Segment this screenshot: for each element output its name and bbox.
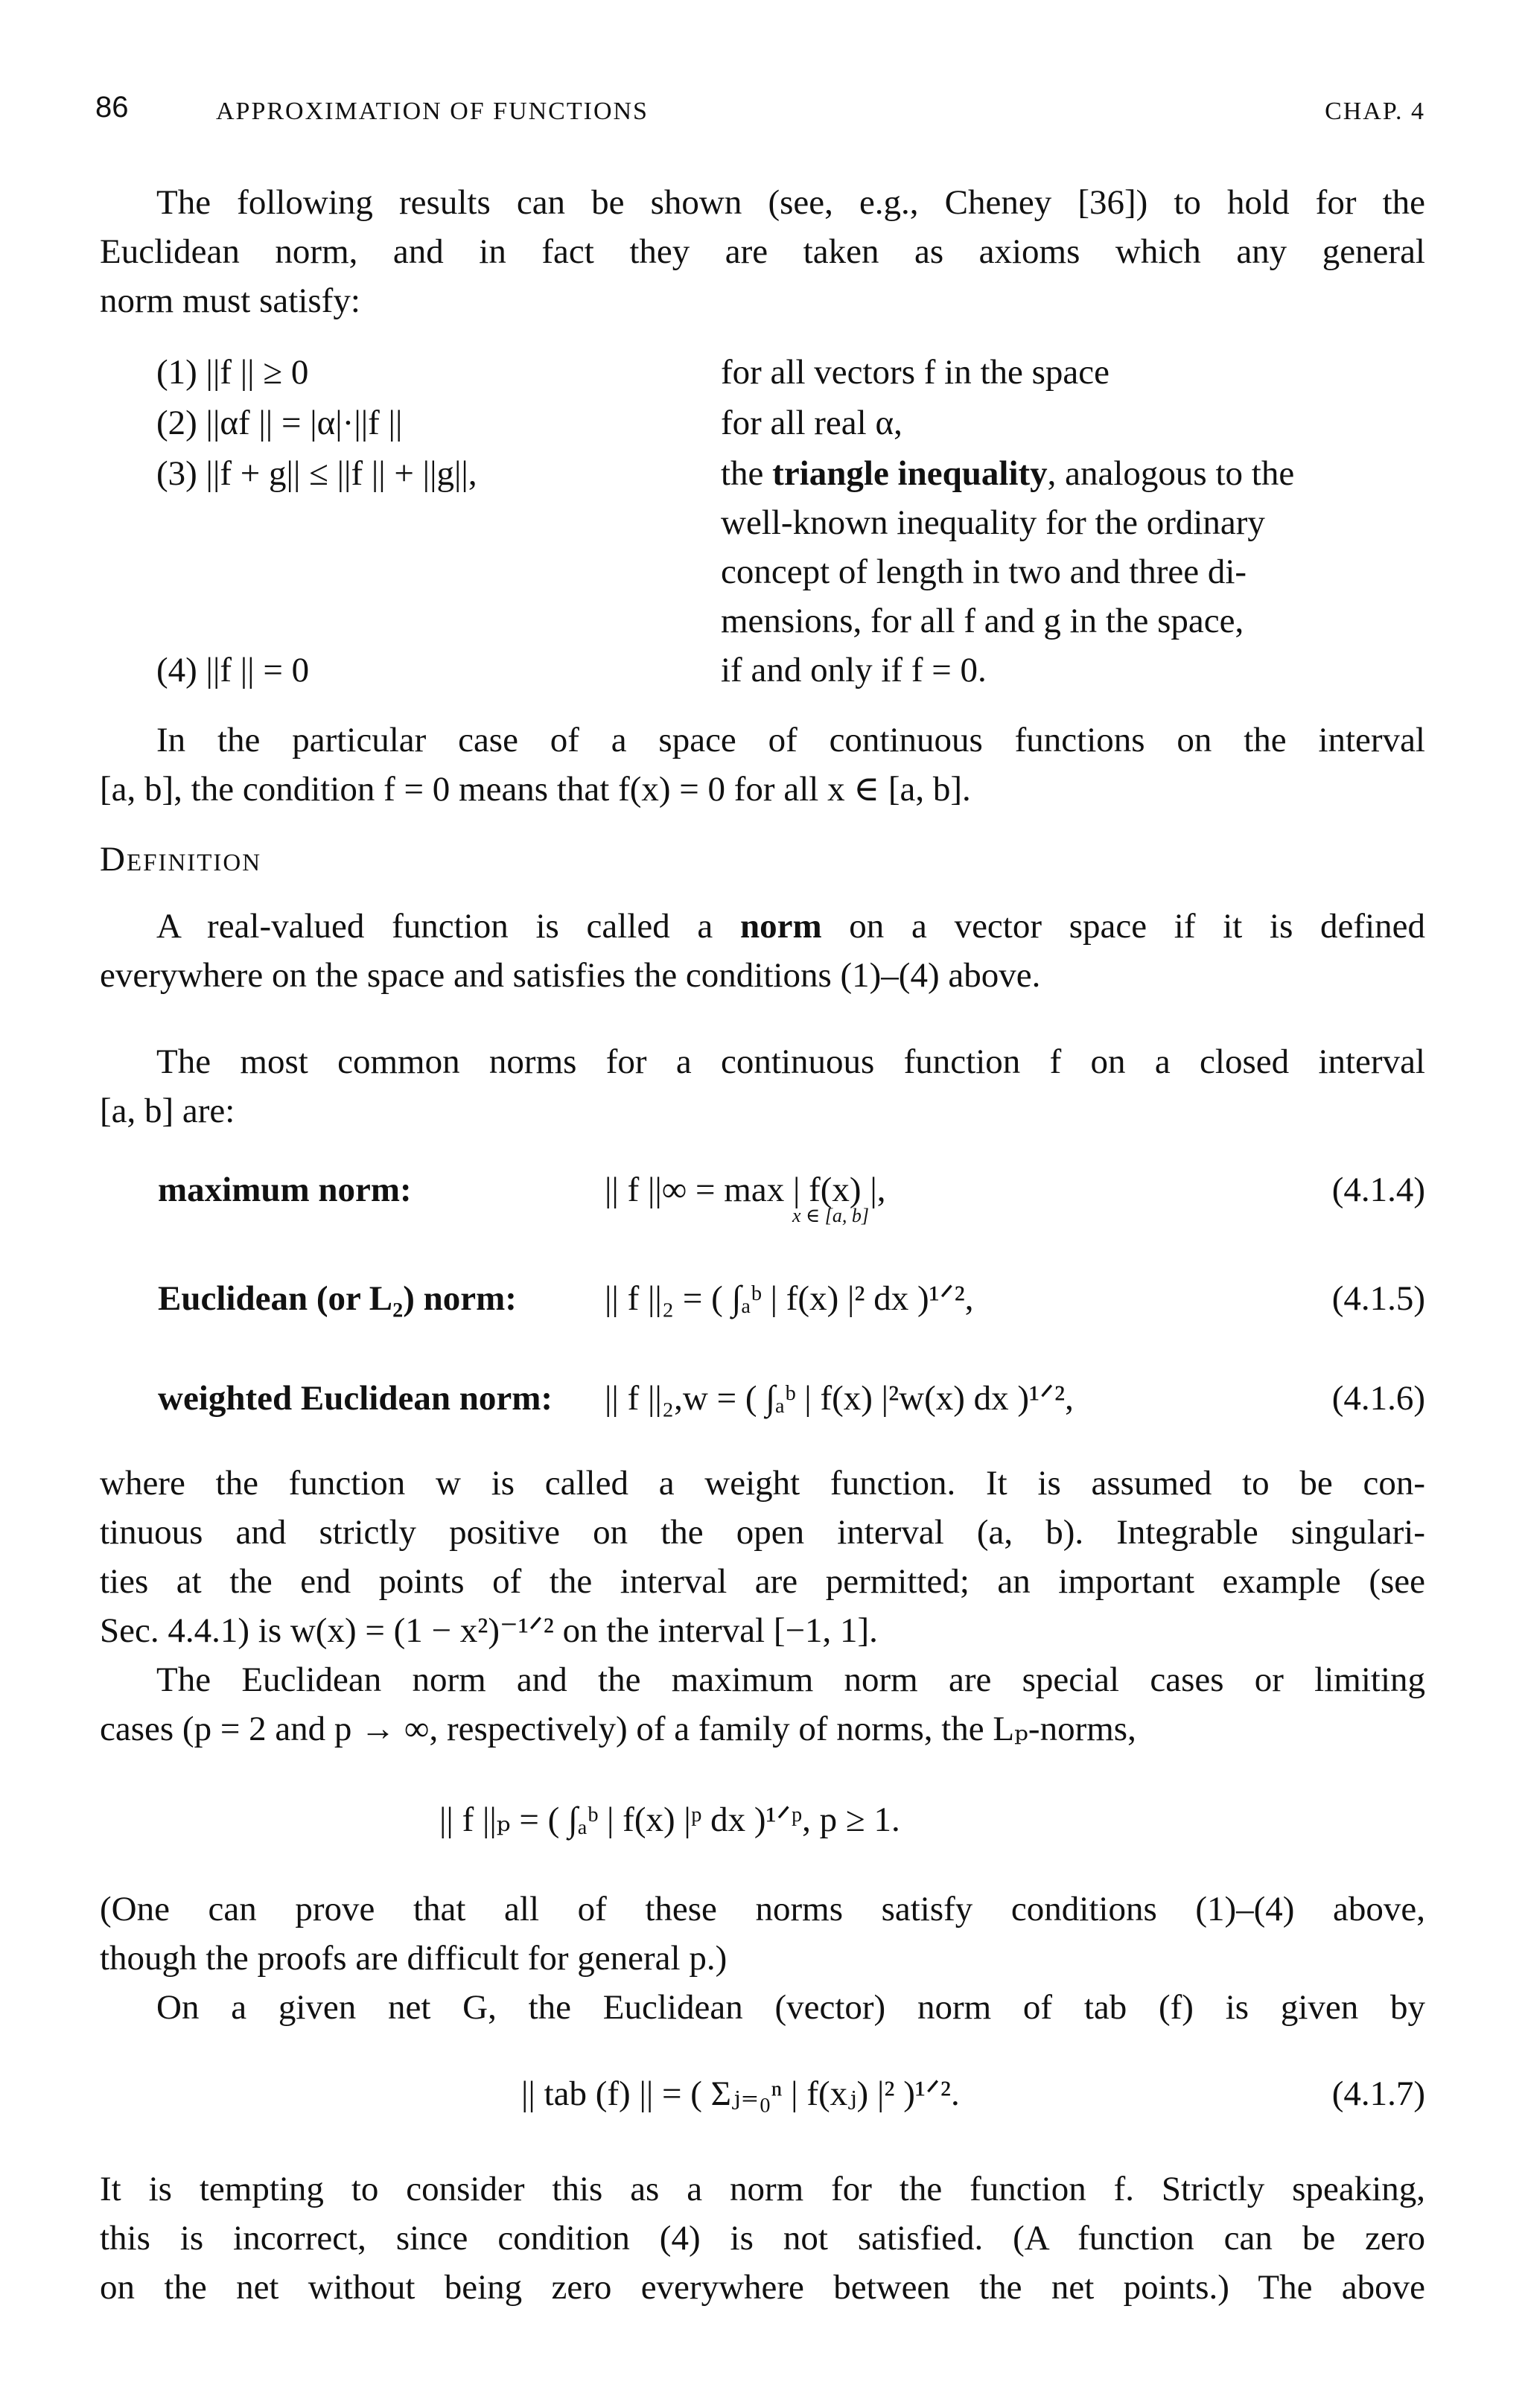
definition-line-1: A real-valued function is called a norm on a vector space if it is defined xyxy=(156,907,1425,946)
proof-line-2: though the proofs are difficult for general p.) xyxy=(100,1939,728,1978)
weighted-norm-formula: || f ||₂,w = ( ∫ₐᵇ | f(x) |²w(x) dx )¹ᐟ², xyxy=(605,1379,1074,1418)
intro-line-2: Euclidean norm, and in fact they are taken as axioms which any general xyxy=(100,232,1425,271)
running-title: APPROXIMATION OF FUNCTIONS xyxy=(216,98,649,125)
final-line-2: this is incorrect, since condition (4) is not satisfied. (A function can be zero xyxy=(100,2219,1425,2258)
weighted-norm-label: weighted Euclidean norm: xyxy=(158,1379,553,1418)
final-line-1: It is tempting to consider this as a norm for the function f. Strictly speaking, xyxy=(100,2170,1425,2208)
tab-norm-formula: || tab (f) || = ( Σⱼ₌₀ⁿ | f(xⱼ) |² )¹ᐟ². xyxy=(521,2074,960,2113)
proof-line-1: (One can prove that all of these norms satisfy conditions (1)–(4) above, xyxy=(100,1890,1425,1928)
axiom-3-desc-3: concept of length in two and three di- xyxy=(721,552,1247,591)
maximum-norm-formula: || f ||∞ = max | f(x) |, xyxy=(605,1170,886,1209)
final-line-3: on the net without being zero everywhere between the net points.) The above xyxy=(100,2268,1425,2307)
axiom-4-desc: if and only if f = 0. xyxy=(721,651,987,689)
lp-norm-formula: || f ||ₚ = ( ∫ₐᵇ | f(x) |ᵖ dx )¹ᐟᵖ, p ≥ 1. xyxy=(439,1800,900,1839)
common-line-1: The most common norms for a continuous function f on a closed interval xyxy=(156,1042,1425,1081)
axiom-4-formula: (4) ||f || = 0 xyxy=(156,651,310,689)
axiom-3-desc-2: well-known inequality for the ordinary xyxy=(721,503,1265,542)
intro-line-3: norm must satisfy: xyxy=(100,281,360,320)
equation-number-4-1-7: (4.1.7) xyxy=(1331,2074,1425,2113)
lp-line-1: The Euclidean norm and the maximum norm are special cases or limiting xyxy=(156,1660,1425,1699)
weight-line-2: tinuous and strictly positive on the open interval (a, b). Integrable singulari- xyxy=(100,1513,1425,1552)
weight-line-1: where the function w is called a weight function. It is assumed to be con- xyxy=(100,1464,1425,1503)
net-line-1: On a given net G, the Euclidean (vector) norm of tab (f) is given by xyxy=(156,1988,1425,2027)
particular-line-1: In the particular case of a space of continuous functions on the interval xyxy=(156,721,1425,759)
axiom-3-formula: (3) ||f + g|| ≤ ||f || + ||g||, xyxy=(156,454,477,493)
intro-line-1: The following results can be shown (see, e.g., Cheney [36]) to hold for the xyxy=(156,183,1425,222)
axiom-3-desc-4: mensions, for all f and g in the space, xyxy=(721,602,1244,640)
axiom-1-formula: (1) ||f || ≥ 0 xyxy=(156,353,309,392)
axiom-2-formula: (2) ||αf || = |α|·||f || xyxy=(156,404,403,442)
axiom-1-desc: for all vectors f in the space xyxy=(721,353,1110,392)
weight-line-4: Sec. 4.4.1) is w(x) = (1 − x²)⁻¹ᐟ² on the interval [−1, 1]. xyxy=(100,1611,878,1650)
definition-heading: Definition xyxy=(100,840,262,879)
axiom-3-desc-first: the triangle inequality, analogous to the xyxy=(721,454,1295,493)
particular-line-2: [a, b], the condition f = 0 means that f(x) = 0 for all x ∈ [a, b]. xyxy=(100,770,971,809)
chapter-label: CHAP. 4 xyxy=(1325,98,1425,125)
weight-line-3: ties at the end points of the interval are permitted; an important example (see xyxy=(100,1562,1425,1601)
page-number: 86 xyxy=(95,91,129,124)
maximum-norm-subscript: x ∈ [a, b] xyxy=(792,1205,870,1226)
axiom-2-desc: for all real α, xyxy=(721,404,902,442)
equation-number-4-1-5: (4.1.5) xyxy=(1331,1279,1425,1318)
definition-line-2: everywhere on the space and satisfies the conditions (1)–(4) above. xyxy=(100,956,1041,995)
common-line-2: [a, b] are: xyxy=(100,1092,235,1130)
euclidean-norm-label: Euclidean (or L₂) norm: xyxy=(158,1279,517,1318)
lp-line-2: cases (p = 2 and p → ∞, respectively) of a family of norms, the Lₚ-norms, xyxy=(100,1710,1136,1748)
equation-number-4-1-6: (4.1.6) xyxy=(1331,1379,1425,1418)
equation-number-4-1-4: (4.1.4) xyxy=(1331,1170,1425,1209)
maximum-norm-label: maximum norm: xyxy=(158,1170,412,1209)
euclidean-norm-formula: || f ||₂ = ( ∫ₐᵇ | f(x) |² dx )¹ᐟ², xyxy=(605,1279,974,1318)
